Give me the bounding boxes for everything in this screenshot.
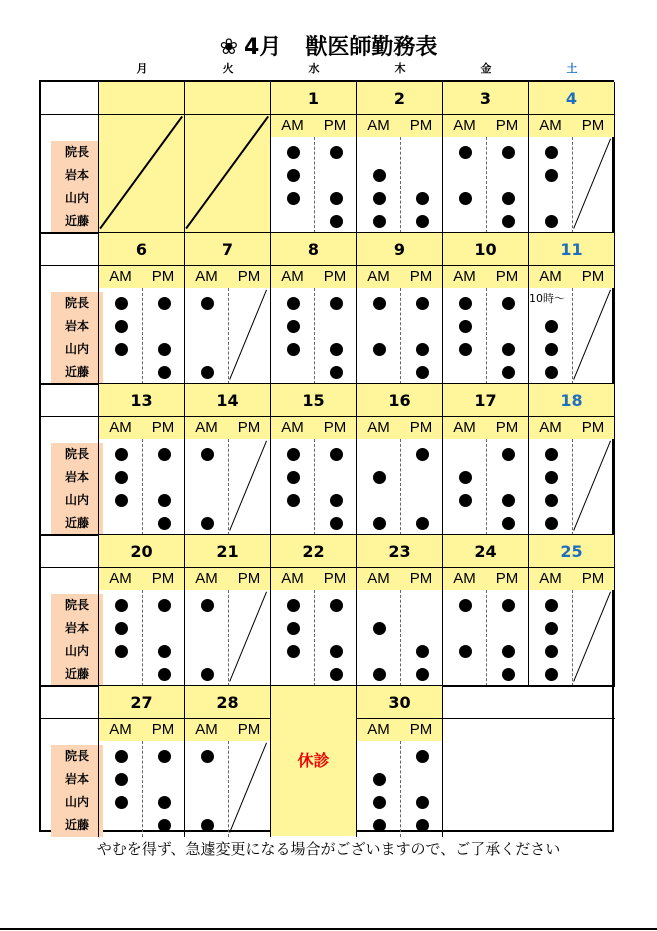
attendance-dot [158,343,171,356]
attendance-dot [287,343,300,356]
attendance-dot [545,517,558,530]
attendance-dot [502,599,515,612]
attendance-dot [158,494,171,507]
attendance-dot [287,471,300,484]
attendance-dot [545,146,558,159]
attendance-dot [416,192,429,205]
attendance-dot [545,471,558,484]
attendance-dot [416,343,429,356]
attendance-dot [158,819,171,832]
empty-divider [442,686,443,837]
attendance-dot [502,297,515,310]
attendance-dot [330,343,343,356]
attendance-dot [158,668,171,681]
attendance-dot [502,645,515,658]
day-date: 16 [357,384,442,416]
pm-header: PM [228,266,270,288]
day-date: 10 [443,233,528,265]
day-date: 15 [271,384,356,416]
schedule-table [39,80,614,832]
pm-header: PM [314,417,356,439]
staff-name: 近藤 [51,814,103,837]
attendance-dot [545,215,558,228]
weekday-label: 月 [136,62,148,75]
attendance-dot [287,146,300,159]
attendance-dot [287,599,300,612]
am-header: AM [357,417,400,439]
attendance-dot [502,366,515,379]
staff-name: 近藤 [51,663,103,686]
am-header: AM [529,568,572,590]
day-date: 24 [443,535,528,567]
am-header: AM [99,719,142,741]
day-date: 6 [99,233,184,265]
attendance-dot [502,146,515,159]
staff-name: 岩本 [51,466,103,489]
ampm-divider [314,288,315,384]
am-header: AM [99,266,142,288]
attendance-dot [115,750,128,763]
attendance-dot [330,668,343,681]
attendance-dot [545,599,558,612]
attendance-dot [115,622,128,635]
attendance-dot [373,517,386,530]
attendance-dot [158,448,171,461]
attendance-dot [545,343,558,356]
ampm-divider [142,439,143,535]
day-col-divider [614,535,615,686]
attendance-dot [201,750,214,763]
staff-name: 山内 [51,791,103,814]
ampm-divider [572,439,573,535]
attendance-dot [373,297,386,310]
attendance-dot [459,297,472,310]
am-header: AM [185,417,228,439]
attendance-dot [373,819,386,832]
attendance-dot [330,192,343,205]
pm-closed-slash [229,290,267,380]
day-date: 28 [185,686,270,718]
ampm-divider [400,288,401,384]
staff-name: 院長 [51,141,103,164]
am-header: AM [357,266,400,288]
day-date: 23 [357,535,442,567]
day-date: 11 [529,233,614,265]
attendance-dot [373,192,386,205]
attendance-dot [416,517,429,530]
attendance-dot [201,819,214,832]
ampm-divider [486,137,487,233]
day-date: 8 [271,233,356,265]
pm-header: PM [400,417,442,439]
staff-name: 山内 [51,187,103,210]
attendance-dot [287,192,300,205]
pm-header: PM [228,719,270,741]
title-month: 4月 [244,35,282,60]
staff-name: 山内 [51,338,103,361]
attendance-dot [416,819,429,832]
attendance-dot [373,773,386,786]
day-date: 14 [185,384,270,416]
weekday-label: 水 [308,62,320,75]
attendance-dot [115,645,128,658]
bottom-divider [0,928,657,930]
attendance-dot [115,796,128,809]
attendance-dot [502,668,515,681]
attendance-dot [330,599,343,612]
attendance-dot [158,796,171,809]
attendance-dot [287,320,300,333]
attendance-dot [115,494,128,507]
pm-header: PM [572,417,614,439]
day-date: 20 [99,535,184,567]
am-header: AM [529,266,572,288]
ampm-divider [486,439,487,535]
attendance-dot [416,750,429,763]
attendance-dot [459,343,472,356]
attendance-dot [158,645,171,658]
pm-header: PM [142,266,184,288]
ampm-divider [572,590,573,686]
pm-closed-slash [229,441,267,531]
staff-name: 岩本 [51,315,103,338]
attendance-dot [115,343,128,356]
day-date: 3 [443,82,528,114]
attendance-dot [115,471,128,484]
ampm-divider [228,288,229,384]
pm-header: PM [486,568,528,590]
attendance-dot [201,366,214,379]
day-date: 21 [185,535,270,567]
staff-name: 院長 [51,594,103,617]
attendance-dot [416,645,429,658]
attendance-dot [459,645,472,658]
attendance-dot [158,517,171,530]
attendance-dot [502,517,515,530]
staff-name: 岩本 [51,617,103,640]
attendance-dot [201,448,214,461]
am-header: AM [99,417,142,439]
pm-closed-slash [573,441,611,531]
day-date: 1 [271,82,356,114]
attendance-dot [416,796,429,809]
am-header: AM [271,417,314,439]
hours-note: 10時～ [529,292,565,305]
attendance-dot [502,192,515,205]
attendance-dot [545,494,558,507]
staff-name: 院長 [51,745,103,768]
pm-header: PM [572,115,614,137]
pm-header: PM [142,719,184,741]
am-header: AM [529,115,572,137]
week-label-blank [41,384,99,417]
staff-name: 院長 [51,292,103,315]
weekday-label: 火 [222,62,234,75]
pm-header: PM [400,719,442,741]
attendance-dot [459,471,472,484]
ampm-divider [314,590,315,686]
attendance-dot [373,215,386,228]
ampm-divider [486,288,487,384]
attendance-dot [115,297,128,310]
attendance-dot [502,448,515,461]
staff-name: 近藤 [51,361,103,384]
attendance-dot [201,599,214,612]
ampm-divider [228,590,229,686]
staff-name: 岩本 [51,768,103,791]
page-title [0,30,657,61]
ampm-divider [142,590,143,686]
attendance-dot [115,320,128,333]
staff-name: 山内 [51,489,103,512]
attendance-dot [330,146,343,159]
ampm-divider [400,137,401,233]
attendance-dot [158,366,171,379]
ampm-divider [314,137,315,233]
am-header: AM [357,719,400,741]
am-header: AM [271,568,314,590]
am-header: AM [443,417,486,439]
ampm-divider [314,439,315,535]
weekday-label: 土 [566,62,578,75]
day-date: 13 [99,384,184,416]
attendance-dot [330,297,343,310]
attendance-dot [115,773,128,786]
attendance-dot [201,297,214,310]
blank-date-cell [185,82,270,114]
pm-header: PM [572,568,614,590]
pm-closed-slash [573,592,611,682]
day-date: 18 [529,384,614,416]
pm-header: PM [314,266,356,288]
am-header: AM [271,115,314,137]
attendance-dot [416,668,429,681]
am-header: AM [529,417,572,439]
attendance-dot [502,215,515,228]
day-date: 9 [357,233,442,265]
am-header: AM [99,568,142,590]
attendance-dot [545,448,558,461]
attendance-dot [373,471,386,484]
attendance-dot [416,448,429,461]
attendance-dot [545,645,558,658]
week-label-blank [41,82,99,115]
pm-header: PM [314,568,356,590]
ampm-divider [228,741,229,837]
footer-note: やむを得ず、急遽変更になる場合がございますので、ご了承ください [96,840,561,858]
title-text: 獣医師勤務表 [305,35,438,60]
attendance-dot [545,169,558,182]
ampm-divider [228,439,229,535]
attendance-dot [459,494,472,507]
attendance-dot [287,169,300,182]
pm-header: PM [142,568,184,590]
pm-header: PM [400,115,442,137]
attendance-dot [502,343,515,356]
am-header: AM [185,568,228,590]
staff-name: 近藤 [51,210,103,233]
attendance-dot [330,215,343,228]
pm-header: PM [400,568,442,590]
attendance-dot [158,750,171,763]
ampm-divider [400,439,401,535]
ampm-divider [142,288,143,384]
staff-name: 院長 [51,443,103,466]
attendance-dot [502,494,515,507]
attendance-dot [158,599,171,612]
am-header: AM [357,568,400,590]
ampm-divider [142,741,143,837]
am-header: AM [357,115,400,137]
flower-icon: ❀ [219,35,239,60]
weekday-label: 木 [394,62,406,75]
attendance-dot [287,622,300,635]
attendance-dot [373,169,386,182]
blank-date-cell [99,82,184,114]
attendance-dot [459,320,472,333]
am-header: AM [271,266,314,288]
closed-label: 休診 [297,751,330,770]
attendance-dot [373,668,386,681]
attendance-dot [201,517,214,530]
attendance-dot [115,599,128,612]
attendance-dot [115,448,128,461]
week-label-blank [41,233,99,266]
attendance-dot [416,297,429,310]
attendance-dot [330,517,343,530]
attendance-dot [545,320,558,333]
day-date: 30 [357,686,442,718]
am-header: AM [443,266,486,288]
day-date: 2 [357,82,442,114]
pm-header: PM [486,266,528,288]
pm-closed-slash [573,139,611,229]
staff-name: 岩本 [51,164,103,187]
pm-closed-slash [229,743,267,833]
day-date: 17 [443,384,528,416]
ampm-divider [572,137,573,233]
attendance-dot [158,297,171,310]
pm-header: PM [228,417,270,439]
attendance-dot [416,366,429,379]
attendance-dot [459,146,472,159]
day-date: 25 [529,535,614,567]
attendance-dot [330,366,343,379]
pm-header: PM [142,417,184,439]
weekday-label: 金 [480,62,492,75]
am-header: AM [443,568,486,590]
staff-name: 山内 [51,640,103,663]
day-col-divider [614,233,615,384]
am-header: AM [185,266,228,288]
attendance-dot [416,215,429,228]
attendance-dot [201,668,214,681]
ampm-divider [400,590,401,686]
pm-header: PM [228,568,270,590]
am-header: AM [185,719,228,741]
attendance-dot [545,366,558,379]
week-label-blank [41,535,99,568]
day-date: 22 [271,535,356,567]
attendance-dot [373,796,386,809]
attendance-dot [287,494,300,507]
pm-header: PM [486,115,528,137]
pm-header: PM [486,417,528,439]
attendance-dot [330,645,343,658]
day-date: 4 [529,82,614,114]
attendance-dot [287,645,300,658]
ampm-divider [572,288,573,384]
day-date: 27 [99,686,184,718]
attendance-dot [545,668,558,681]
attendance-dot [287,448,300,461]
attendance-dot [373,622,386,635]
ampm-divider [486,590,487,686]
attendance-dot [459,599,472,612]
week-label-blank [41,686,99,719]
pm-header: PM [314,115,356,137]
attendance-dot [287,297,300,310]
day-col-divider [614,384,615,535]
attendance-dot [459,192,472,205]
pm-closed-slash [573,290,611,380]
attendance-dot [330,448,343,461]
attendance-dot [373,343,386,356]
day-col-divider [614,82,615,233]
day-date: 7 [185,233,270,265]
ampm-divider [400,741,401,837]
staff-name: 近藤 [51,512,103,535]
pm-header: PM [400,266,442,288]
pm-closed-slash [229,592,267,682]
attendance-dot [545,622,558,635]
pm-header: PM [572,266,614,288]
am-header: AM [443,115,486,137]
attendance-dot [330,494,343,507]
